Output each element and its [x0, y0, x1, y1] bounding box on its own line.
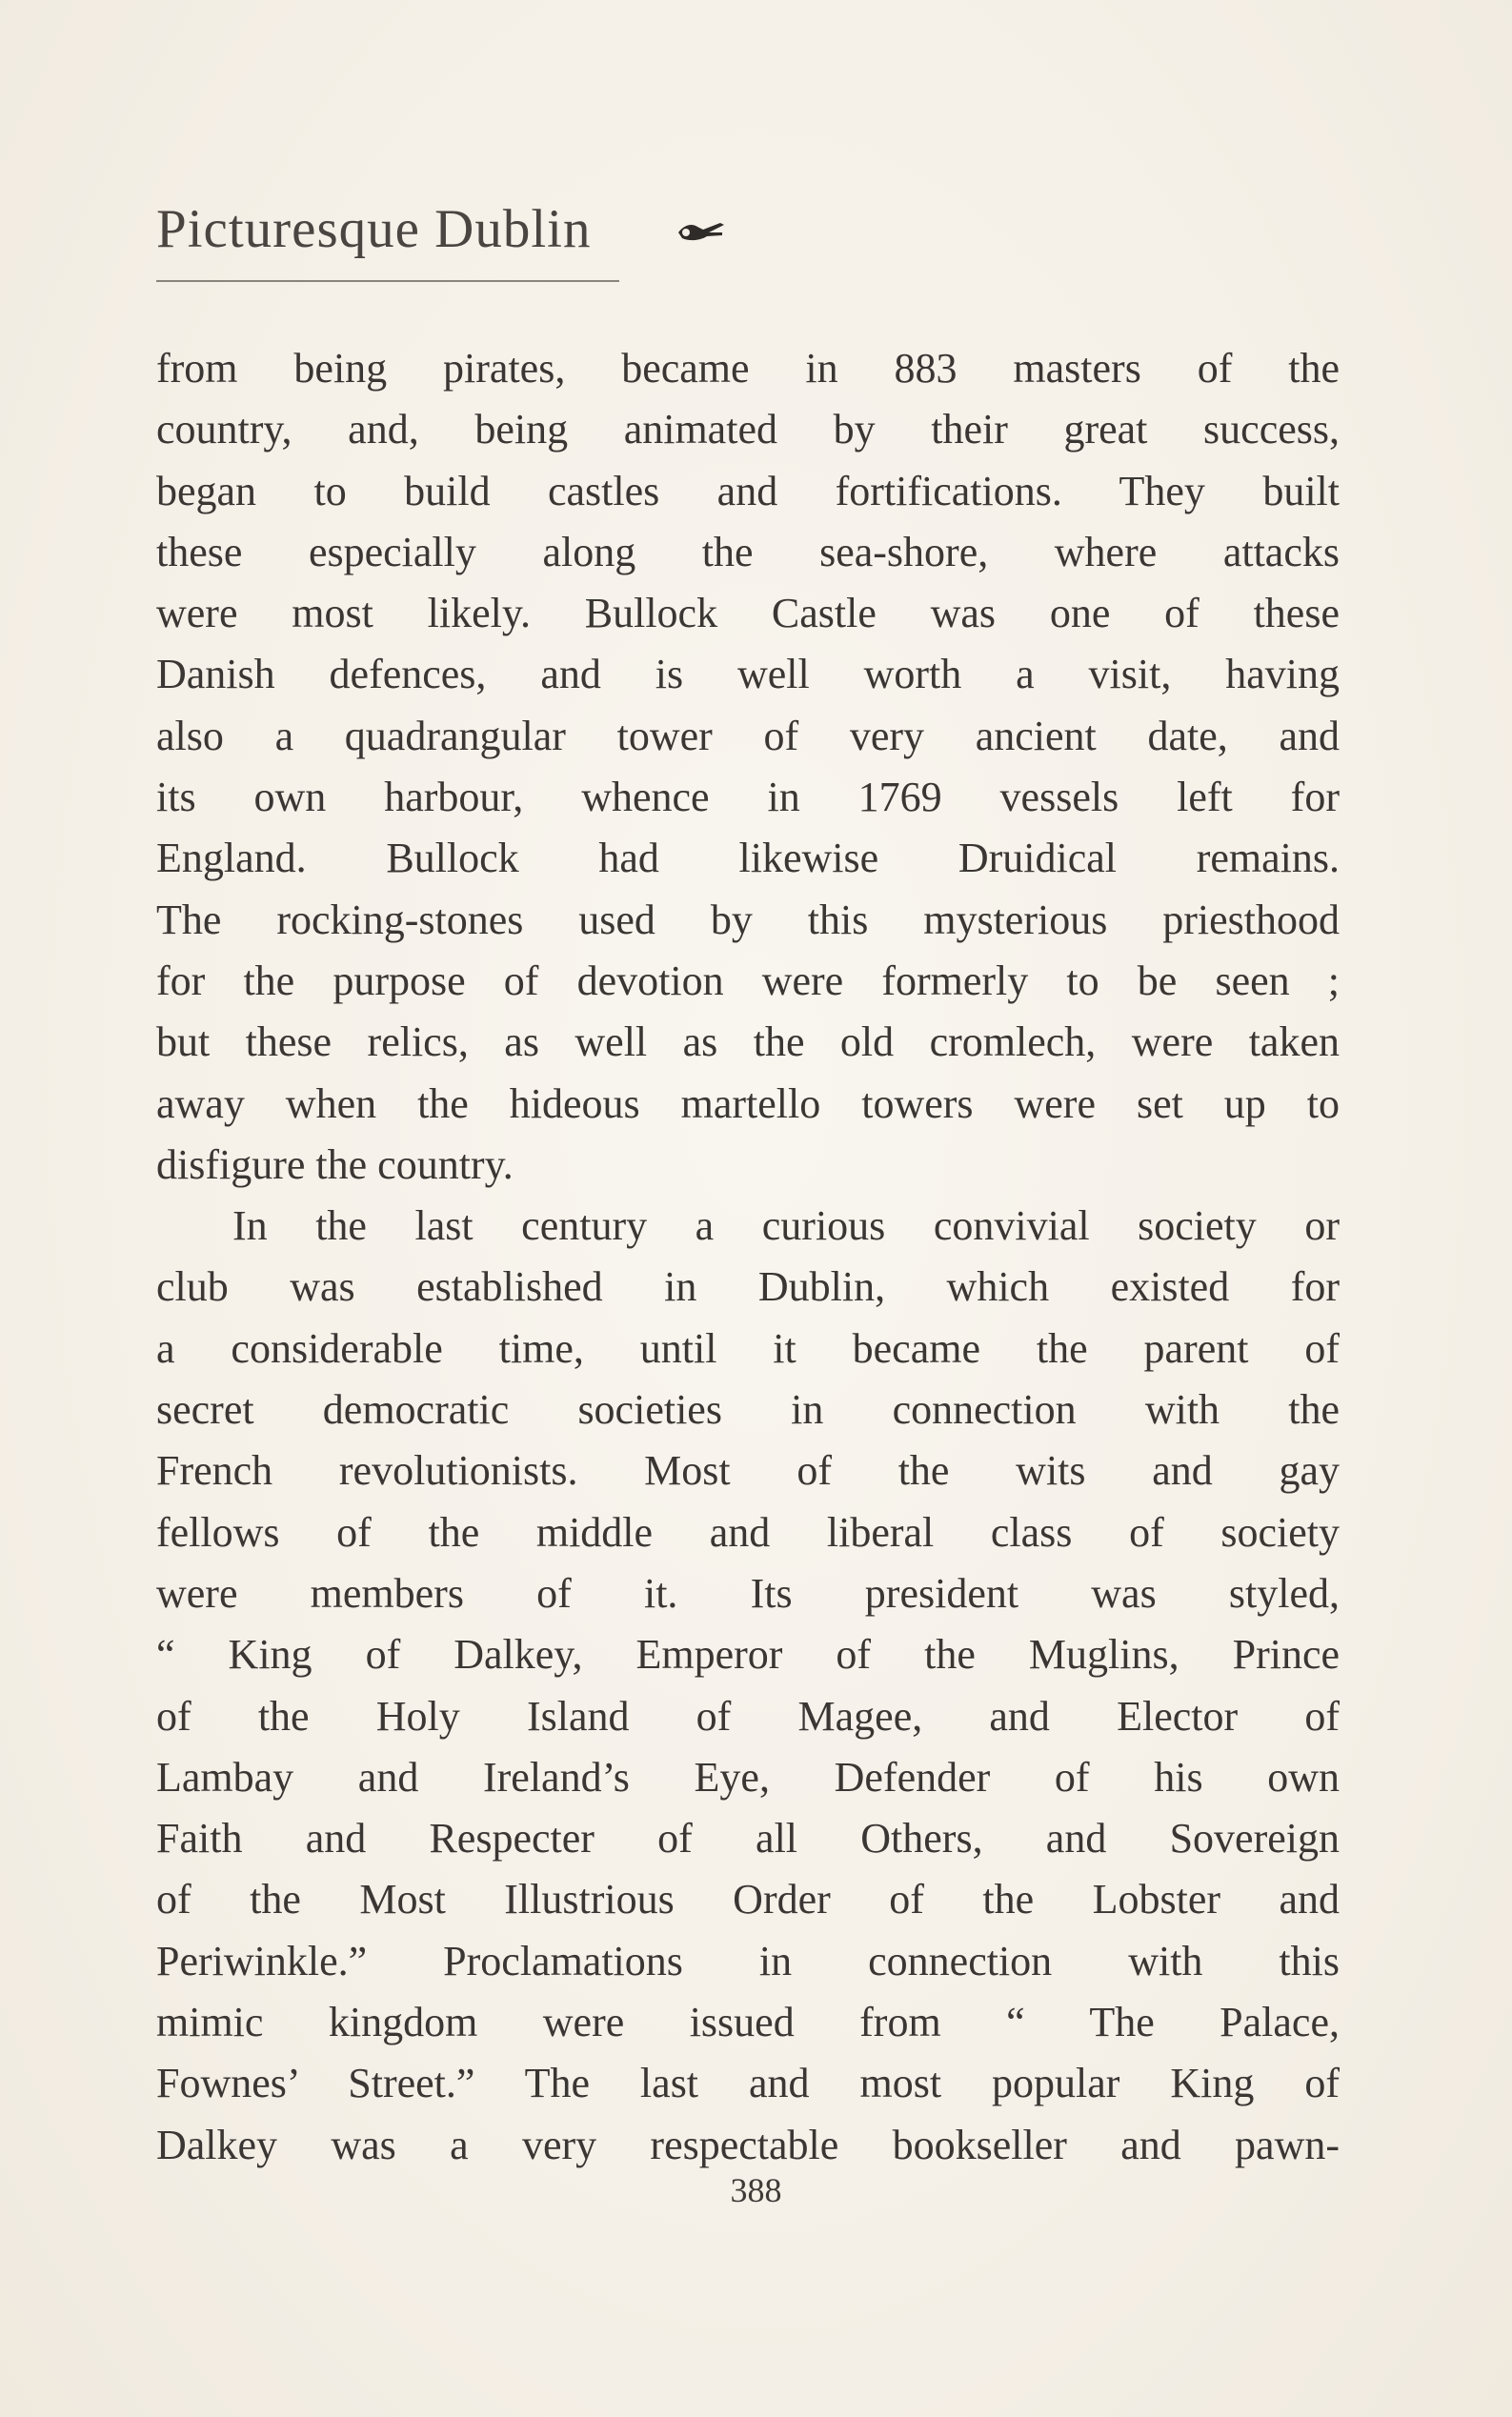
text-line: also a quadrangular tower of very ancient date, and — [156, 712, 1340, 759]
text-line: were members of it. Its president was styled, — [156, 1569, 1340, 1617]
text-line: Lambay and Ireland’s Eye, Defender of his own — [156, 1753, 1340, 1801]
header-rule — [156, 280, 619, 282]
text-line: began to build castles and fortifications. They built — [156, 467, 1340, 514]
text-line: French revolutionists. Most of the wits and gay — [156, 1447, 1340, 1495]
text-line: for the purpose of devotion were formerly to be seen ; — [156, 957, 1340, 1004]
text-line: of the Holy Island of Magee, and Elector of — [156, 1692, 1340, 1740]
text-line: England. Bullock had likewise Druidical remains. — [156, 835, 1340, 882]
text-line: Fownes’ Street.” The last and most popular King of — [156, 2060, 1340, 2107]
text-line: its own harbour, whence in 1769 vessels left for — [156, 774, 1340, 821]
text-line: disfigure the country. — [156, 1140, 514, 1188]
text-line: were most likely. Bullock Castle was one of these — [156, 590, 1340, 637]
text-line: secret democratic societies in connection with the — [156, 1386, 1340, 1434]
text-line: away when the hideous martello towers were set up to — [156, 1079, 1340, 1127]
text-line: Danish defences, and is well worth a visit, having — [156, 651, 1340, 698]
text-line: but these relics, as well as the old cromlech, were taken — [156, 1018, 1340, 1066]
text-line: of the Most Illustrious Order of the Lobster and — [156, 1876, 1340, 1924]
text-line: Periwinkle.” Proclamations in connection with this — [156, 1937, 1340, 1984]
hand-pointer-icon — [675, 211, 728, 250]
text-line: In the last century a curious convivial society or — [232, 1202, 1340, 1250]
text-line: Dalkey was a very respectable bookseller and pawn- — [156, 2121, 1340, 2168]
text-line: these especially along the sea-shore, where attacks — [156, 528, 1340, 575]
text-line: country, and, being animated by their great success, — [156, 406, 1340, 453]
running-title: Picturesque Dublin — [156, 199, 592, 259]
text-line: “ King of Dalkey, Emperor of the Muglins, Prince — [156, 1631, 1340, 1679]
text-line: club was established in Dublin, which existed for — [156, 1263, 1340, 1311]
text-line: fellows of the middle and liberal class of society — [156, 1508, 1340, 1556]
body-text — [156, 338, 1340, 2176]
page-number: 388 — [730, 2171, 782, 2209]
text-line: The rocking-stones used by this mysterious priesthood — [156, 896, 1340, 943]
text-line: Faith and Respecter of all Others, and Sovereign — [156, 1815, 1340, 1863]
text-line: mimic kingdom were issued from “ The Palace, — [156, 1999, 1340, 2046]
text-line: from being pirates, became in 883 masters of the — [156, 345, 1340, 392]
text-line: a considerable time, until it became the parent of — [156, 1324, 1340, 1372]
